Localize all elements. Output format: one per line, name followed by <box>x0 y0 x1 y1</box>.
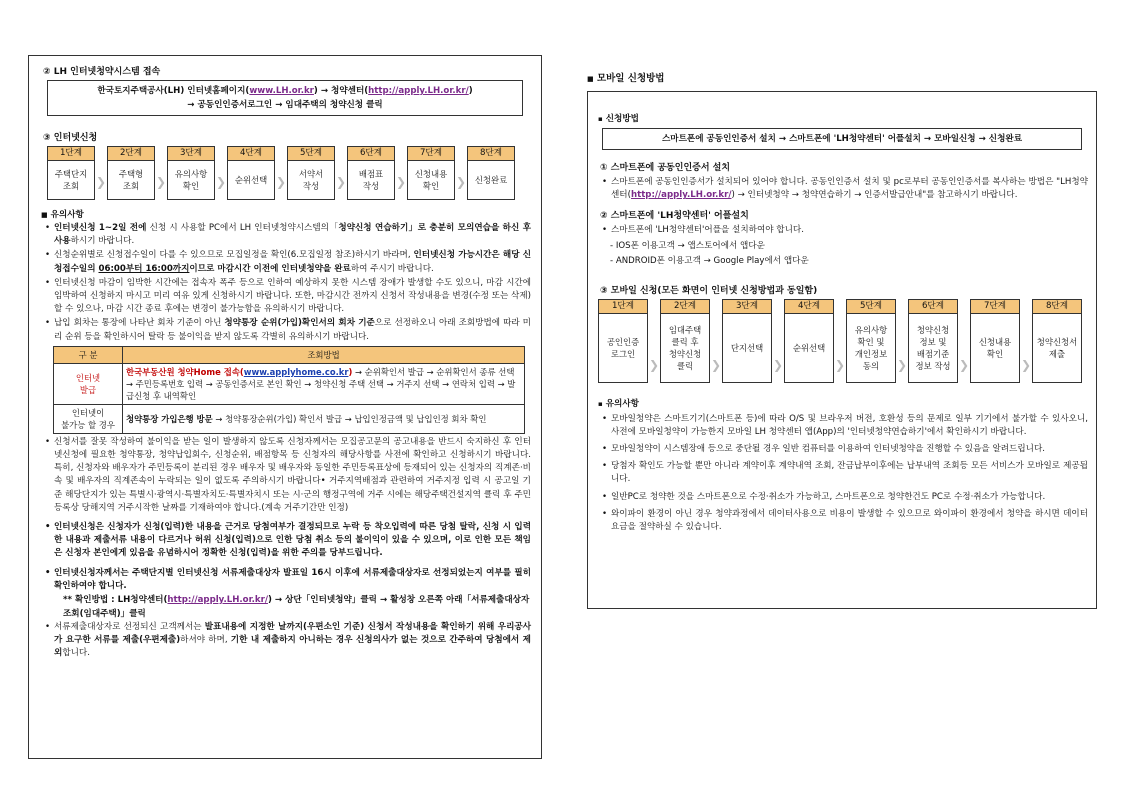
mobile-section-title: ■ 모바일 신청방법 <box>587 73 665 84</box>
step-arrow-icon: ❯ <box>896 357 908 372</box>
step-header: 8단계 <box>468 147 514 161</box>
step-body: 신청내용 확인 <box>978 336 1012 359</box>
step-header: 8단계 <box>1033 300 1081 314</box>
note-item: • 스마트폰에 'LH청약센터'어플을 설치하여야 합니다. <box>602 224 1088 237</box>
step-body: 공인인증 로그인 <box>606 336 640 359</box>
notes-heading: ■ 유의사항 <box>41 210 84 220</box>
right-panel <box>587 91 1097 609</box>
step-body: 순위선택 <box>234 175 268 185</box>
note-item: • 인터넷신청 마감이 임박한 시간에는 접속자 폭주 등으로 인하여 예상하지 못한 시스템 장애가 발생할 수도 있으니, 마감 시간에 임박하여 신청하지 마시고 미리 여유 있게 신청하시기 바랍니다. 또한, 마감시간 전까지 신청서 작성내용을 변경(수정 또는 삭제)할 수 있으나, 마감 시간 종료 후에는 변경이 불가능함을 유의하시기 바랍니다. <box>45 277 531 317</box>
step-arrow-icon: ❯ <box>215 175 227 189</box>
note-item: • 인터넷신청 1~2일 전에 신청 시 사용할 PC에서 LH 인터넷청약시스템의「청약신청 연습하기」로 충분히 모의연습을 하신 후 사용하시기 바랍니다. <box>45 222 531 248</box>
step-body: 임대주택 클릭 후 청약신청 클릭 <box>668 324 702 371</box>
note-item: • 신청서를 잘못 작성하여 불이익을 받는 일이 발생하지 않도록 신청자께서는 모집공고문의 공고내용을 반드시 숙지하신 후 인터넷신청에 필요한 청약통장, 청약납입회수, 신청순위, 배점항목 등 신청자의 해당사항를 사전에 확인하고 신청하시기 바랍니다. 특히, 신청자와 배우자가 주민등록이 분리된 경우 배우자 및 배우자와 동일한 주민등록표상에 등재되어 있는 신청자의 직계존·비속 및 배우자의 직계존속이 누락되는 일이 없도록 주의하시기 바랍니다• 거주지역배점과 관련하여 거주지정 입력 시 공고일 기준 해당단지가 있는 특별시·광역시·특별자치도·특별자치시 또는 시·군의 행정구역에 거주 시에는 해당주택건설지역 클릭 후 주민등록상 당해지역 거주시작한 날짜를 기재하여야 합니다.(계속 거주기간만 인정) <box>45 436 531 515</box>
section-internet-apply-title: ③ 인터넷신청 <box>43 133 98 143</box>
step-1 <box>598 299 648 383</box>
step-7 <box>970 299 1020 383</box>
access-text-2: ) → 청약센터( <box>313 86 369 96</box>
access-text-3: ) <box>468 86 473 96</box>
lh-access-box <box>47 80 523 116</box>
step-5 <box>287 146 335 200</box>
internet-steps-flow <box>47 146 523 200</box>
step-2 <box>107 146 155 200</box>
mobile-note-item: • 와이파이 환경이 아닌 경우 청약과정에서 데이터사용으로 비용이 발생할 수 있으므로 와이파이 환경에서 청약을 하시면 데이터 요금을 절약하실 수 있습니다. <box>602 508 1088 534</box>
step-4 <box>784 299 834 383</box>
step-arrow-icon: ❯ <box>1020 357 1032 372</box>
table-header-method: 조회방법 <box>123 346 525 363</box>
app-install-notes <box>596 224 1088 237</box>
step-header: 5단계 <box>288 147 334 161</box>
note-item: • 서류제출대상자로 선정되신 고객께서는 발표내용에 지정한 날까지(우편소인 기준) 신청서 작성내용을 확인하기 위해 우리공사가 요구한 서류를 제출(우편제출)하셔야 하며, 기한 내 제출하지 아니하는 경우 신청의사가 없는 것으로 간주하여 당첨에서 제외합니다. <box>45 621 531 661</box>
step-arrow-icon: ❯ <box>772 357 784 372</box>
step-body: 주택형 조회 <box>118 169 144 191</box>
step-6 <box>347 146 395 200</box>
access-text-1: 한국토지주택공사(LH) 인터넷홈페이지( <box>97 86 250 96</box>
step-6 <box>908 299 958 383</box>
step-body: 서약서 작성 <box>298 169 324 191</box>
step-body: 주택단지 조회 <box>54 169 88 191</box>
step-8 <box>467 146 515 200</box>
step-3 <box>167 146 215 200</box>
step-header: 3단계 <box>723 300 771 314</box>
step-body: 유의사항 확인 <box>174 169 208 191</box>
step-8 <box>1032 299 1082 383</box>
step-arrow-icon: ❯ <box>95 175 107 189</box>
notes-list-3 <box>39 621 531 661</box>
applyhome-link[interactable]: www.applyhome.co.kr <box>243 366 349 377</box>
step-header: 4단계 <box>228 147 274 161</box>
step-header: 6단계 <box>348 147 394 161</box>
step-body: 유의사항 확인 및 개인정보 동의 <box>854 324 888 371</box>
step-arrow-icon: ❯ <box>155 175 167 189</box>
apply-center-link-2[interactable]: http://apply.LH.or.kr/ <box>167 595 268 606</box>
step-header: 6단계 <box>909 300 957 314</box>
mobile-steps-flow <box>598 299 1086 383</box>
mobile-note-item: • 당첨자 확인도 가능할 뿐만 아니라 계약이후 계약내역 조회, 잔금납부이후에는 납부내역 조회등 모든 서비스가 모바일로 제공됩니다. <box>602 460 1088 486</box>
step-arrow-icon: ❯ <box>710 357 722 372</box>
cert-install-title: ① 스마트폰에 공동인인증서 설치 <box>600 163 731 173</box>
table-cell-online-method: 한국부동산원 청약Home 접속(www.applyhome.co.kr) → 순위확인서 발급 → 순위확인서 종류 선택 → 주민등록번호 입력 → 공동인증서로 본인 확인 → 청약신청 주택 선택 → 거주지 선택 → 연락처 입력 → 발급신청 후 내역확인 <box>123 363 525 404</box>
section-lh-access-title: ② LH 인터넷청약시스템 접속 <box>43 67 161 77</box>
inquiry-method-table <box>53 346 525 434</box>
method-box: 스마트폰에 공동인인증서 설치 → 스마트폰에 'LH청약센터' 어플설치 → 모바일신청 → 신청완료 <box>602 128 1082 150</box>
note-item: • 스마트폰에 공동인인증서가 설치되어 있어야 합니다. 공동인인증서 설치 및 pc로부터 공동인인증서를 복사하는 방법은 "LH청약센터(http://apply.LH.or.kr/) → 인터넷청약 → 청약연습하기 → 인증서발급안내"를 참고하시기 바랍니다. <box>602 176 1088 202</box>
note-item: • 인터넷신청자께서는 주택단지별 인터넷신청 서류제출대상자 발표일 16시 이후에 서류제출대상자로 선정되었는지 여부를 필히 확인하여야 합니다. <box>45 567 531 593</box>
mobile-note-item: • 모바일청약은 스마트기기(스마트폰 등)에 따라 O/S 및 브라우저 버전, 호환성 등의 문제로 일부 기기에서 불가할 수 있사오니, 사전에 모바일청약이 가능한지 모바일 LH 청약센터 앱(App)의 '인터넷청약연습하기'에서 확인하시기 바랍니다. <box>602 413 1088 439</box>
step-header: 2단계 <box>108 147 154 161</box>
step-1 <box>47 146 95 200</box>
notes-list-2 <box>39 436 531 593</box>
table-header-category: 구 분 <box>54 346 123 363</box>
step-arrow-icon: ❯ <box>455 175 467 189</box>
step-arrow-icon: ❯ <box>648 357 660 372</box>
step-body: 신청완료 <box>474 175 508 185</box>
step-body: 청약신청서 제출 <box>1036 336 1078 359</box>
table-cell-offline-method: 청약통장 가입은행 방문 → 청약통장순위(가입) 확인서 발급 → 납입인정금액 및 납입인정 회차 확인 <box>123 404 525 433</box>
step-4 <box>227 146 275 200</box>
mobile-notes-list <box>596 413 1088 535</box>
note-item: • 인터넷신청은 신청자가 신청(입력)한 내용을 근거로 당첨여부가 결정되므로 누락 등 착오입력에 따른 당첨 탈락, 신청 시 입력한 내용과 제출서류 내용이 다르거나 허위 신청(입력)으로 인한 당첨 취소 등의 불이익이 있을 수 있으며, 이로 인한 모든 책임은 신청자 본인에게 있음을 유념하시어 정확한 신청(입력)을 위한 주의를 당부드립니다. <box>45 521 531 561</box>
step-body: 신청내용 확인 <box>414 169 448 191</box>
apply-center-link[interactable]: http://apply.LH.or.kr/ <box>368 86 469 96</box>
step-header: 7단계 <box>971 300 1019 314</box>
access-text-4: → 공동인인증서로그인 → 임대주택의 청약신청 클릭 <box>187 100 383 110</box>
step-body: 순위선택 <box>792 342 826 353</box>
step-arrow-icon: ❯ <box>834 357 846 372</box>
android-note: - ANDROID폰 이용고객 → Google Play에서 앱다운 <box>610 255 809 266</box>
step-3 <box>722 299 772 383</box>
note-item: • 신청순위별로 신청접수일이 다를 수 있으므로 모집일정을 확인(6.모집일정 참조)하시기 바라며, 인터넷신청 가능시간은 해당 신청접수일의 06:00부터 16:00까지이므로 마감시간 이전에 인터넷청약을 완료하여 주시기 바랍니다. <box>45 249 531 275</box>
step-arrow-icon: ❯ <box>275 175 287 189</box>
step-arrow-icon: ❯ <box>958 357 970 372</box>
step-2 <box>660 299 710 383</box>
method-heading: ▪ 신청방법 <box>598 114 639 124</box>
lh-homepage-link[interactable]: www.LH.or.kr <box>249 86 314 96</box>
step-header: 7단계 <box>408 147 454 161</box>
step-header: 1단계 <box>48 147 94 161</box>
mobile-notes-heading: ▪ 유의사항 <box>598 398 639 409</box>
step-arrow-icon: ❯ <box>395 175 407 189</box>
table-cell-online: 인터넷 발급 <box>54 363 123 404</box>
mobile-note-item: • 모바일청약이 시스템장애 등으로 중단될 경우 일반 컴퓨터를 이용하여 인터넷청약을 진행할 수 있음을 알려드립니다. <box>602 443 1088 456</box>
step-arrow-icon: ❯ <box>335 175 347 189</box>
ios-note: - IOS폰 이용고객 → 앱스토어에서 앱다운 <box>610 240 765 251</box>
mobile-apply-title: ③ 모바일 신청(모든 화면이 인터넷 신청방법과 동일함) <box>600 285 818 296</box>
step-body: 단지선택 <box>730 342 764 353</box>
table-cell-offline: 인터넷이 불가능 할 경우 <box>54 404 123 433</box>
step-header: 5단계 <box>847 300 895 314</box>
app-install-title: ② 스마트폰에 'LH청약센터' 어플설치 <box>600 211 749 222</box>
step-body: 배점표 작성 <box>358 169 384 191</box>
notes-list <box>39 222 531 344</box>
left-panel <box>28 55 542 759</box>
cert-install-notes <box>596 176 1088 202</box>
note-item: • 납입 회차는 통장에 나타난 회차 기준이 아닌 청약통장 순위(가입)확인서의 회차 기준으로 선정하오니 아래 조회방법에 따라 미리 순위 등을 확인하시어 탈락 등 불이익을 받지 않도록 각별히 유의하시기 바랍니다. <box>45 317 531 343</box>
step-5 <box>846 299 896 383</box>
apply-center-link-3[interactable]: http://apply.LH.or.kr/ <box>630 190 732 201</box>
step-body: 청약신청 정보 및 배점기준 정보 작성 <box>915 324 951 371</box>
notes-title: 유의사항 <box>50 210 84 220</box>
check-method: ** 확인방법 : LH청약센터(http://apply.LH.or.kr/) → 상단「인터넷청약」클릭 → 활성창 오른쪽 아래「서류제출대상자 조회(임대주택)」클릭 <box>63 595 530 619</box>
step-header: 1단계 <box>599 300 647 314</box>
step-7 <box>407 146 455 200</box>
step-header: 3단계 <box>168 147 214 161</box>
mobile-note-item: • 일반PC로 청약한 것을 스마트폰으로 수정·취소가 가능하고, 스마트폰으로 청약한건도 PC로 수정·취소가 가능합니다. <box>602 491 1088 504</box>
step-header: 4단계 <box>785 300 833 314</box>
step-header: 2단계 <box>661 300 709 314</box>
